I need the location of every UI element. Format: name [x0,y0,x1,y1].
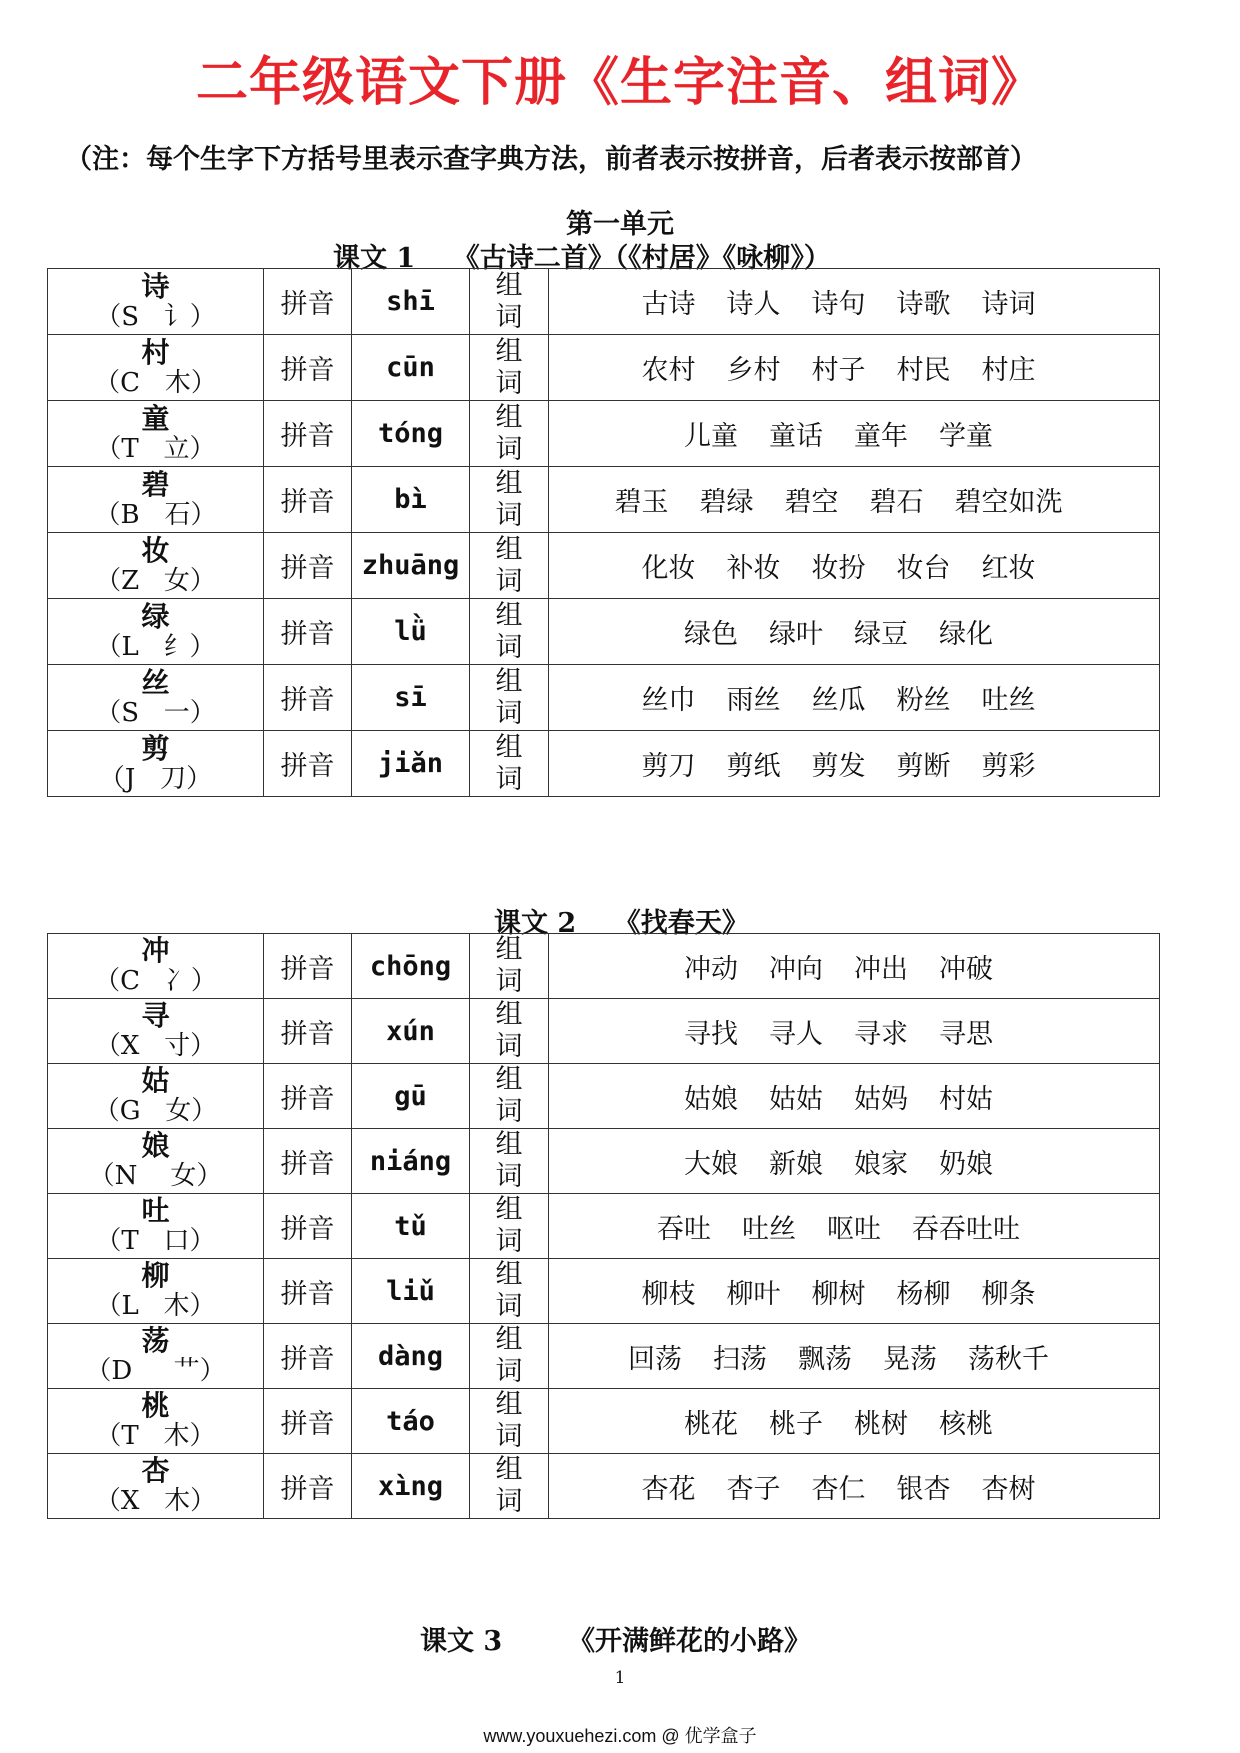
table-row [48,1194,1160,1259]
word-list [549,335,1160,401]
pinyin-value: cūn [352,335,470,401]
character: 冲 [141,934,170,967]
table-row [48,1454,1160,1519]
pinyin-label: 拼音 [264,533,352,599]
word: 扫荡 [713,1343,767,1375]
table-row [48,599,1160,665]
lesson-1-rows [48,269,1160,797]
word-list [549,731,1160,797]
word: 绿化 [939,619,993,650]
pinyin-value: niáng [352,1129,470,1194]
word: 吞吐 [657,1213,711,1245]
lookup-hint: （S 讠） [95,301,216,332]
word: 姑姑 [769,1083,823,1115]
zuci-label: 组词 [495,533,523,597]
zuci-label-cell [470,1324,549,1389]
word: 杏仁 [811,1473,866,1505]
zuci-label: 组词 [495,467,523,531]
zuci-label-cell [470,665,549,731]
character: 碧 [141,467,170,501]
character-cell [48,1259,264,1324]
word: 冲出 [854,953,908,985]
word: 杏树 [981,1473,1036,1505]
pinyin-value: tóng [352,401,470,467]
lookup-hint: （B 石） [94,499,217,530]
word: 村庄 [981,355,1036,386]
word: 荡秋千 [968,1343,1049,1375]
word: 吐丝 [742,1213,796,1245]
word: 姑娘 [684,1083,738,1115]
word: 妆台 [896,553,951,584]
table-row [48,1129,1160,1194]
lookup-hint: （Z 女） [95,565,216,596]
table-row [48,401,1160,467]
word: 诗词 [981,289,1036,320]
word-list [549,934,1160,999]
page-title: 二年级语文下册《生字注音、组词》 [195,52,1044,113]
word-list [549,467,1160,533]
word: 丝瓜 [811,685,866,716]
character-cell [48,335,264,401]
pinyin-label: 拼音 [264,999,352,1064]
zuci-label: 组词 [495,1194,523,1257]
word: 童话 [769,421,823,452]
table-row [48,467,1160,533]
zuci-label-cell [470,401,549,467]
word: 寻人 [769,1018,823,1050]
zuci-label-cell [470,1194,549,1259]
word: 剪发 [811,751,866,782]
zuci-label: 组词 [495,1454,523,1517]
lookup-hint: （D 艹） [85,1356,226,1386]
character: 诗 [141,269,170,303]
character-cell [48,1389,264,1454]
character-cell [48,1324,264,1389]
pinyin-label: 拼音 [264,665,352,731]
character: 吐 [141,1194,170,1227]
pinyin-label: 拼音 [264,1324,352,1389]
character-cell [48,533,264,599]
word: 碧空 [784,487,839,518]
table-row [48,934,1160,999]
word: 吞吞吐吐 [912,1213,1020,1245]
pinyin-value: jiǎn [352,731,470,797]
word: 晃荡 [883,1343,937,1375]
lookup-hint: （N 女） [88,1161,223,1191]
zuci-label-cell [470,335,549,401]
word: 化妆 [641,553,696,584]
zuci-label-cell [470,1389,549,1454]
word-list [549,999,1160,1064]
lesson-1-vocab-table [47,268,1160,797]
lesson-2-rows [48,934,1160,1519]
pinyin-label: 拼音 [264,1389,352,1454]
lookup-hint: （G 女） [93,1096,218,1126]
table-row [48,999,1160,1064]
zuci-label: 组词 [495,1389,523,1452]
character: 村 [141,335,170,369]
word: 绿叶 [769,619,823,650]
word: 妆扮 [811,553,866,584]
word: 杨柳 [896,1278,951,1310]
zuci-label-cell [470,1259,549,1324]
character: 寻 [141,999,170,1032]
character: 绿 [141,599,170,633]
lesson-2-title: 课文 2 《找春天》 [494,908,749,939]
character: 杏 [141,1454,170,1487]
word: 柳枝 [641,1278,696,1310]
word: 银杏 [896,1473,951,1505]
usage-note: （注：每个生字下方括号里表示查字典方法，前者表示按拼音，后者表示按部首） [65,144,1037,175]
character-cell [48,599,264,665]
word: 碧石 [869,487,924,518]
character-cell [48,401,264,467]
word-list [549,1389,1160,1454]
word: 乡村 [726,355,781,386]
zuci-label: 组词 [495,335,523,399]
pinyin-value: dàng [352,1324,470,1389]
character-cell [48,1194,264,1259]
pinyin-label: 拼音 [264,1194,352,1259]
table-row [48,1324,1160,1389]
zuci-label-cell [470,731,549,797]
word: 儿童 [684,421,738,452]
table-row [48,1389,1160,1454]
word: 核桃 [939,1408,993,1440]
lookup-hint: （X 木） [94,1486,217,1516]
page-number: 1 [614,1668,626,1688]
word: 杏花 [641,1473,696,1505]
word: 桃花 [684,1408,738,1440]
word: 碧玉 [614,487,669,518]
word: 呕吐 [827,1213,881,1245]
zuci-label: 组词 [495,731,523,795]
lookup-hint: （S 一） [95,697,216,728]
word: 绿色 [684,619,738,650]
zuci-label-cell [470,999,549,1064]
pinyin-value: bì [352,467,470,533]
word: 粉丝 [896,685,951,716]
word: 吐丝 [981,685,1036,716]
character-cell [48,1064,264,1129]
word-list [549,599,1160,665]
lesson-3-title: 课文 3 《开满鲜花的小路》 [420,1626,811,1657]
zuci-label-cell [470,467,549,533]
character-cell [48,999,264,1064]
lookup-hint: （T 木） [95,1421,216,1451]
word: 剪彩 [981,751,1036,782]
pinyin-value: lǜ [352,599,470,665]
word: 诗人 [726,289,781,320]
character: 童 [141,401,170,435]
character-cell [48,1129,264,1194]
word: 剪纸 [726,751,781,782]
pinyin-value: zhuāng [352,533,470,599]
pinyin-label: 拼音 [264,1129,352,1194]
pinyin-label: 拼音 [264,467,352,533]
word: 柳条 [981,1278,1036,1310]
table-row [48,665,1160,731]
pinyin-label: 拼音 [264,934,352,999]
zuci-label: 组词 [495,1064,523,1127]
word: 诗句 [811,289,866,320]
pinyin-value: liǔ [352,1259,470,1324]
word-list [549,269,1160,335]
word-list [549,1064,1160,1129]
word: 寻找 [684,1018,738,1050]
table-row [48,533,1160,599]
pinyin-label: 拼音 [264,1064,352,1129]
zuci-label: 组词 [495,665,523,729]
word: 村民 [896,355,951,386]
table-row [48,269,1160,335]
word: 柳树 [811,1278,866,1310]
word: 冲破 [939,953,993,985]
zuci-label: 组词 [495,599,523,663]
pinyin-value: tǔ [352,1194,470,1259]
zuci-label: 组词 [495,401,523,465]
word: 桃子 [769,1408,823,1440]
character-cell [48,731,264,797]
lookup-hint: （C 木） [94,367,217,398]
character: 柳 [141,1259,170,1292]
word: 柳叶 [726,1278,781,1310]
lookup-hint: （T 立） [95,433,216,464]
word: 碧绿 [699,487,754,518]
word: 补妆 [726,553,781,584]
pinyin-value: xún [352,999,470,1064]
pinyin-label: 拼音 [264,599,352,665]
word: 雨丝 [726,685,781,716]
lookup-hint: （C 冫） [94,966,217,996]
character: 妆 [141,533,170,567]
character: 娘 [141,1129,170,1162]
zuci-label: 组词 [495,1129,523,1192]
word: 农村 [641,355,696,386]
word-list [549,1454,1160,1519]
word: 剪刀 [641,751,696,782]
zuci-label: 组词 [495,999,523,1062]
word: 回荡 [628,1343,682,1375]
word: 红妆 [981,553,1036,584]
word: 寻求 [854,1018,908,1050]
word: 娘家 [854,1148,908,1180]
word-list [549,533,1160,599]
zuci-label-cell [470,533,549,599]
word: 古诗 [641,289,696,320]
table-row [48,1259,1160,1324]
word: 奶娘 [939,1148,993,1180]
character: 荡 [141,1324,170,1357]
zuci-label-cell [470,1454,549,1519]
lookup-hint: （T 口） [95,1226,216,1256]
zuci-label-cell [470,934,549,999]
table-row [48,731,1160,797]
pinyin-label: 拼音 [264,401,352,467]
pinyin-label: 拼音 [264,269,352,335]
pinyin-value: chōng [352,934,470,999]
character-cell [48,1454,264,1519]
lesson-1-title: 课文 1 《古诗二首》（《村居》《咏柳》） [333,243,831,274]
table-row [48,1064,1160,1129]
word: 学童 [939,421,993,452]
character: 桃 [141,1389,170,1422]
pinyin-value: sī [352,665,470,731]
pinyin-value: táo [352,1389,470,1454]
pinyin-value: gū [352,1064,470,1129]
zuci-label: 组词 [495,1324,523,1387]
character-cell [48,467,264,533]
word: 村子 [811,355,866,386]
word: 村姑 [939,1083,993,1115]
footer-watermark: www.youxuehezi.com @ 优学盒子 [483,1726,757,1746]
word: 碧空如洗 [954,487,1063,518]
character: 剪 [141,731,170,765]
character-cell [48,269,264,335]
zuci-label-cell [470,1129,549,1194]
word: 丝巾 [641,685,696,716]
zuci-label-cell [470,599,549,665]
word-list [549,665,1160,731]
character-cell [48,934,264,999]
word: 冲动 [684,953,738,985]
character-cell [48,665,264,731]
lookup-hint: （J 刀） [98,763,213,794]
pinyin-label: 拼音 [264,1259,352,1324]
zuci-label-cell [470,269,549,335]
pinyin-label: 拼音 [264,731,352,797]
zuci-label: 组词 [495,269,523,333]
pinyin-value: shī [352,269,470,335]
word: 桃树 [854,1408,908,1440]
zuci-label-cell [470,1064,549,1129]
word: 新娘 [769,1148,823,1180]
word: 飘荡 [798,1343,852,1375]
lesson-2-vocab-table [47,933,1160,1519]
word-list [549,1259,1160,1324]
word: 杏子 [726,1473,781,1505]
word-list [549,1129,1160,1194]
unit-heading: 第一单元 [566,209,674,240]
table-row [48,335,1160,401]
lookup-hint: （X 寸） [94,1031,217,1061]
zuci-label: 组词 [495,1259,523,1322]
word-list [549,1324,1160,1389]
word: 绿豆 [854,619,908,650]
word: 童年 [854,421,908,452]
lookup-hint: （L 纟） [95,631,216,662]
pinyin-label: 拼音 [264,1454,352,1519]
word-list [549,401,1160,467]
character: 丝 [141,665,170,699]
word: 剪断 [896,751,951,782]
lookup-hint: （L 木） [95,1291,216,1321]
word: 寻思 [939,1018,993,1050]
word: 诗歌 [896,289,951,320]
zuci-label: 组词 [495,934,523,997]
pinyin-label: 拼音 [264,335,352,401]
pinyin-value: xìng [352,1454,470,1519]
character: 姑 [141,1064,170,1097]
word-list [549,1194,1160,1259]
word: 冲向 [769,953,823,985]
word: 大娘 [684,1148,738,1180]
word: 姑妈 [854,1083,908,1115]
